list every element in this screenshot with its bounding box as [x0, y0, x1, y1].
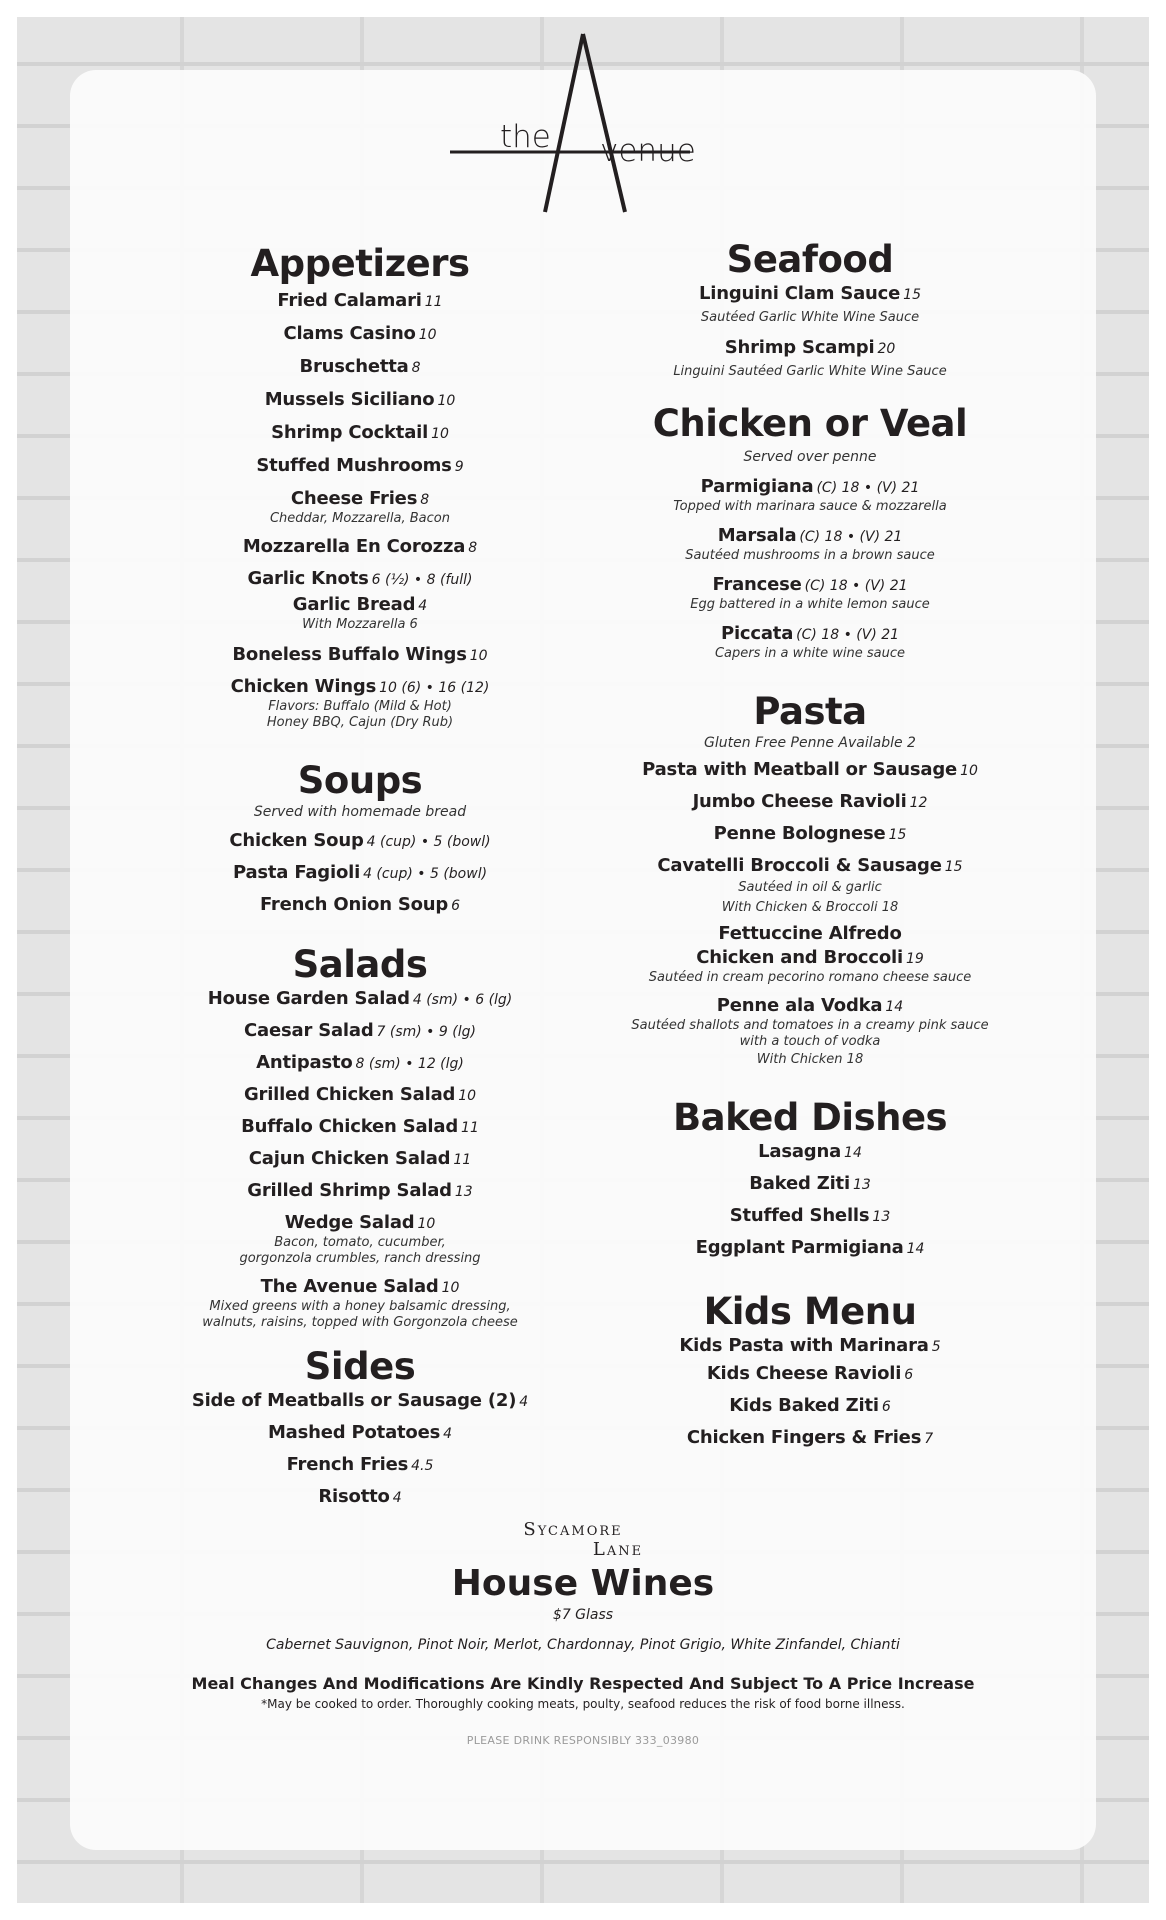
menu-item: [175, 591, 545, 633]
avenue-logo: [450, 30, 720, 220]
item-price: 7: [924, 1431, 934, 1447]
item-price: 10: [418, 327, 437, 343]
item-price: 15: [903, 287, 921, 303]
wine-list: Cabernet Sauvignon, Pinot Noir, Merlot, Chardonnay, Pinot Grigio, White Zinfandel, Chianti: [266, 1637, 900, 1653]
item-price: 6: [904, 1367, 914, 1383]
item-description: Cheddar, Mozzarella, Bacon: [269, 511, 450, 526]
item-price: 10: [431, 426, 449, 442]
menu-item: [175, 821, 545, 853]
item-name: Fried Calamari: [277, 290, 422, 311]
item-name: Risotto: [318, 1486, 390, 1507]
item-price: 4: [519, 1394, 529, 1410]
item-name: Mussels Siciliano: [264, 389, 435, 410]
menu-item: [615, 1386, 1005, 1418]
item-price: 4.5: [411, 1458, 434, 1474]
item-name: Side of Meatballs or Sausage (2): [191, 1390, 517, 1411]
item-name: Bruschetta: [299, 356, 409, 377]
section-title: Sides: [304, 1345, 416, 1388]
item-name: Cheese Fries: [290, 488, 418, 509]
menu-item: [175, 1107, 545, 1139]
item-name: Chicken Fingers & Fries: [686, 1427, 922, 1448]
item-price: 7 (sm) • 9 (lg): [376, 1024, 476, 1040]
wine-price: $7 Glass: [552, 1607, 614, 1623]
footer-code: PLEASE DRINK RESPONSIBLY 333_03980: [466, 1734, 700, 1747]
item-price: 6: [881, 1399, 891, 1415]
menu-item: [615, 916, 1005, 986]
item-name: French Fries: [286, 1454, 409, 1475]
menu-item: [175, 282, 545, 313]
section-note: Served with homemade bread: [253, 804, 467, 820]
house-wines-title: House Wines: [451, 1563, 715, 1604]
item-name: Lasagna: [758, 1141, 842, 1162]
appetizers-list: [175, 282, 545, 731]
item-description: Honey BBQ, Cajun (Dry Rub): [266, 715, 454, 730]
item-price: 5: [931, 1339, 941, 1355]
soups-section: [175, 759, 545, 917]
item-description: With Chicken 18: [756, 1052, 864, 1067]
item-name: French Onion Soup: [259, 894, 449, 915]
item-name: Wedge Salad: [284, 1212, 415, 1233]
item-name: Boneless Buffalo Wings: [232, 644, 467, 665]
item-price: 10: [437, 393, 456, 409]
item-name: Piccata: [720, 623, 794, 644]
item-name: Kids Cheese Ravioli: [706, 1363, 902, 1384]
menu-item: [615, 752, 1005, 782]
item-description: Sautéed mushrooms in a brown sauce: [685, 548, 935, 563]
item-name: Penne Bolognese: [713, 823, 886, 844]
item-name: House Garden Salad: [207, 988, 410, 1009]
section-title: Chicken or Veal: [652, 402, 968, 445]
item-price: 10: [417, 1216, 436, 1232]
sycamore-lane-logo: [0, 1520, 1166, 1560]
item-price: 15: [944, 859, 963, 875]
item-name: Fettuccine Alfredo: [718, 923, 902, 944]
item-price: 11: [453, 1152, 472, 1168]
menu-item: [175, 1267, 545, 1331]
item-name: Kids Pasta with Marinara: [679, 1335, 929, 1356]
menu-item: [615, 814, 1005, 846]
item-price: 11: [461, 1120, 479, 1136]
item-description: Flavors: Buffalo (Mild & Hot): [268, 699, 452, 714]
item-price: 14: [906, 1241, 925, 1257]
menu-item: [175, 987, 545, 1011]
item-description: Sautéed Garlic White Wine Sauce: [700, 310, 920, 325]
item-name: Mashed Potatoes: [267, 1422, 441, 1443]
item-name: Caesar Salad: [244, 1020, 374, 1041]
item-name: The Avenue Salad: [260, 1276, 439, 1297]
seafood-section: [615, 238, 1005, 380]
item-price: 8: [420, 492, 430, 508]
item-name: Chicken Soup: [229, 830, 364, 851]
menu-item: [615, 846, 1005, 916]
baked-dishes-section: [615, 1096, 1005, 1260]
item-price: 10 (6) • 16 (12): [379, 680, 490, 696]
menu-item: [175, 559, 545, 591]
menu-item: [175, 1445, 545, 1477]
section-note: Served over penne: [743, 449, 877, 465]
item-description: Capers in a white wine sauce: [714, 646, 906, 661]
item-name: Grilled Chicken Salad: [243, 1084, 456, 1105]
item-name: Kids Baked Ziti: [729, 1395, 879, 1416]
item-description: Linguini Sautéed Garlic White Wine Sauce: [673, 364, 947, 379]
item-description: Bacon, tomato, cucumber,: [274, 1235, 446, 1250]
item-price: 13: [872, 1209, 891, 1225]
house-wines-block: [0, 1520, 1166, 1748]
item-price: 4 (sm) • 6 (lg): [412, 992, 513, 1008]
item-name: Cajun Chicken Salad: [248, 1148, 451, 1169]
item-price: 6: [451, 898, 461, 914]
menu-item: [175, 1477, 545, 1509]
section-title: Salads: [292, 943, 428, 986]
appetizers-section: [175, 242, 545, 731]
menu-item: [175, 445, 545, 478]
item-price: 9: [454, 459, 464, 475]
menu-item: [175, 633, 545, 667]
item-name: Clams Casino: [283, 323, 416, 344]
menu-item: [175, 1389, 545, 1413]
kids-menu-section: [615, 1290, 1005, 1450]
menu-item: [175, 885, 545, 917]
menu-item: [175, 853, 545, 885]
chicken-veal-section: [615, 402, 1005, 662]
item-name: Stuffed Shells: [729, 1205, 870, 1226]
item-name: Stuffed Mushrooms: [256, 455, 452, 476]
item-price: 10: [960, 763, 978, 779]
item-price: 14: [844, 1145, 862, 1161]
menu-item: [615, 782, 1005, 814]
item-name: Buffalo Chicken Salad: [241, 1116, 459, 1137]
food-safety-disclaimer: *May be cooked to order. Thoroughly cooking meats, poulty, seafood reduces the risk of food borne illness.: [261, 1697, 905, 1711]
item-price: 13: [454, 1184, 473, 1200]
item-name-line-2: Chicken and Broccoli: [696, 947, 903, 968]
menu-item: [175, 379, 545, 412]
item-name: Jumbo Cheese Ravioli: [692, 791, 907, 812]
item-price: 8 (sm) • 12 (lg): [355, 1056, 464, 1072]
item-price: 4 (cup) • 5 (bowl): [363, 866, 488, 882]
menu-item: [175, 1075, 545, 1107]
item-price: 15: [888, 827, 907, 843]
menu-item: [175, 1139, 545, 1171]
item-description: With Mozzarella 6: [302, 617, 418, 632]
item-name: Pasta with Meatball or Sausage: [642, 759, 958, 780]
item-description: Mixed greens with a honey balsamic dressing,: [209, 1299, 511, 1314]
section-title: Pasta: [753, 690, 867, 733]
item-price: 12: [909, 795, 928, 811]
item-name: Cavatelli Broccoli & Sausage: [657, 855, 942, 876]
menu-item: [615, 1140, 1005, 1164]
menu-item: [175, 1413, 545, 1445]
menu-item: [175, 527, 545, 559]
menu-item: [175, 346, 545, 379]
menu-item: [175, 1171, 545, 1203]
menu-item: [615, 564, 1005, 613]
item-name: Antipasto: [256, 1052, 353, 1073]
item-description: with a touch of vodka: [739, 1034, 881, 1049]
item-price: 4 (cup) • 5 (bowl): [366, 834, 491, 850]
menu-item: [615, 1196, 1005, 1228]
item-price: 19: [905, 951, 924, 967]
item-name: Eggplant Parmigiana: [695, 1237, 904, 1258]
item-description: Topped with marinara sauce & mozzarella: [673, 499, 947, 514]
item-price: 10: [469, 648, 488, 664]
lane-text: Lane: [592, 1539, 644, 1560]
menu-item: [615, 326, 1005, 380]
item-name: Garlic Knots: [247, 568, 369, 589]
section-title: Soups: [297, 759, 423, 802]
salads-section: [175, 943, 545, 1331]
sides-section: [175, 1345, 545, 1509]
item-price: 13: [852, 1177, 871, 1193]
item-name: Parmigiana: [700, 476, 814, 497]
section-title: Appetizers: [250, 242, 470, 285]
item-name: Pasta Fagioli: [232, 862, 361, 883]
logo-text-venue: venue: [600, 133, 696, 169]
menu-item: [615, 1228, 1005, 1260]
avenue-logo-mark: [450, 30, 720, 220]
menu-item: [175, 1203, 545, 1267]
menu-item: [615, 466, 1005, 515]
item-name: Baked Ziti: [749, 1173, 850, 1194]
item-name: Shrimp Cocktail: [271, 422, 429, 443]
menu-item: [615, 1358, 1005, 1386]
item-price: 14: [885, 999, 904, 1015]
menu-item: [615, 1334, 1005, 1358]
item-description: Sautéed in oil & garlic: [738, 880, 882, 895]
item-price: 4: [418, 598, 428, 614]
item-name: Mozzarella En Corozza: [242, 536, 466, 557]
item-name: Linguini Clam Sauce: [699, 283, 901, 304]
item-description: With Chicken & Broccoli 18: [721, 900, 899, 915]
item-name: Grilled Shrimp Salad: [247, 1180, 452, 1201]
item-price: 11: [424, 294, 443, 310]
menu-item: [615, 515, 1005, 564]
section-title: Kids Menu: [703, 1290, 917, 1333]
item-price: 6 (½) • 8 (full): [371, 572, 473, 588]
item-price: 10: [441, 1280, 460, 1296]
item-price: (C) 18 • (V) 21: [796, 627, 900, 643]
menu-item: [175, 1043, 545, 1075]
sycamore-text: Sycamore: [523, 1519, 623, 1540]
item-price: 4: [443, 1426, 453, 1442]
menu-item: [615, 613, 1005, 662]
menu-left-column: [175, 242, 545, 1509]
menu-item: [615, 1164, 1005, 1196]
item-name: Chicken Wings: [230, 676, 377, 697]
menu-item: [175, 1011, 545, 1043]
item-name: Marsala: [717, 525, 797, 546]
logo-text-the: the: [500, 119, 551, 155]
section-note: Gluten Free Penne Available 2: [704, 735, 916, 751]
section-title: Seafood: [726, 238, 894, 281]
menu-item: [175, 667, 545, 731]
menu-item: [175, 478, 545, 527]
item-description: Egg battered in a white lemon sauce: [690, 597, 930, 612]
item-name: Penne ala Vodka: [716, 995, 883, 1016]
menu-item: [175, 412, 545, 445]
item-name: Francese: [712, 574, 802, 595]
menu-item: [615, 282, 1005, 326]
item-price: (C) 18 • (V) 21: [816, 480, 920, 496]
item-description: walnuts, raisins, topped with Gorgonzola cheese: [202, 1315, 518, 1330]
item-name: Shrimp Scampi: [724, 337, 875, 358]
menu-item: [175, 313, 545, 346]
item-name: Garlic Bread: [292, 594, 416, 615]
item-price: 8: [411, 360, 421, 376]
item-price: 20: [877, 341, 896, 357]
pasta-section: [615, 690, 1005, 1068]
item-description: gorgonzola crumbles, ranch dressing: [239, 1251, 481, 1266]
item-price: (C) 18 • (V) 21: [804, 578, 908, 594]
item-price: 10: [458, 1088, 477, 1104]
item-description: Sautéed shallots and tomatoes in a creamy pink sauce: [631, 1018, 989, 1033]
item-description: Sautéed in cream pecorino romano cheese sauce: [648, 970, 972, 985]
section-title: Baked Dishes: [672, 1096, 948, 1139]
item-price: (C) 18 • (V) 21: [799, 529, 903, 545]
menu-item: [615, 1418, 1005, 1450]
menu-item: [615, 986, 1005, 1068]
modifications-notice: Meal Changes And Modifications Are Kindly Respected And Subject To A Price Increase: [191, 1674, 975, 1693]
item-price: 8: [468, 540, 478, 556]
menu-right-column: [615, 238, 1005, 1450]
item-price: 4: [392, 1490, 402, 1506]
